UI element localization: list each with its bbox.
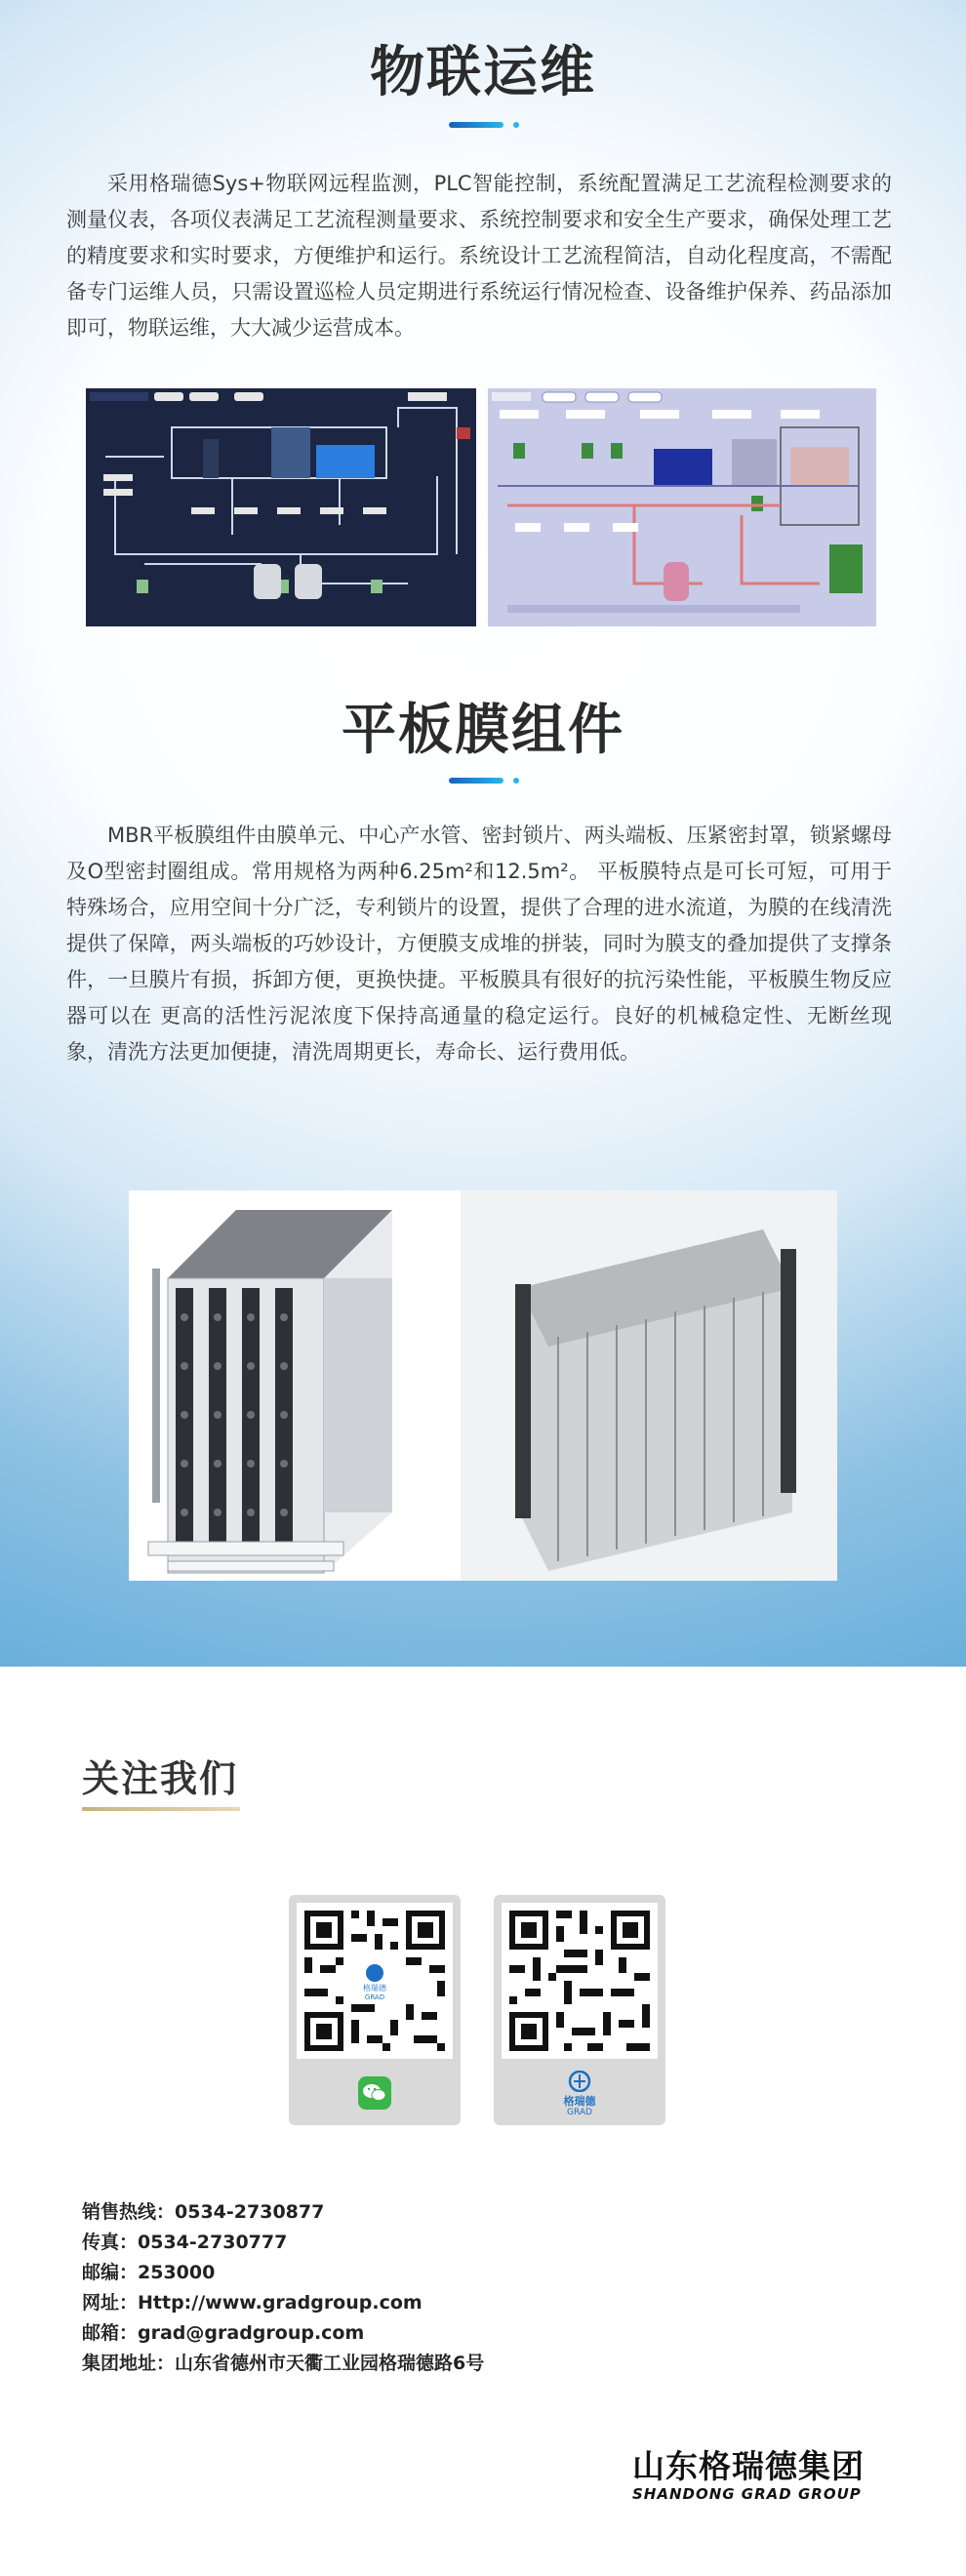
website-link[interactable]: Http://www.gradgroup.com <box>138 2292 423 2314</box>
contact-row-hotline <box>82 2197 765 2228</box>
membrane-rack-module <box>148 1210 392 1573</box>
brand-logo <box>632 2449 888 2504</box>
brand-name-cn: 山东格瑞德集团 <box>632 2447 865 2485</box>
contact-label: 邮箱： <box>82 2322 139 2344</box>
contact-row-website[interactable] <box>82 2288 765 2318</box>
flat-sheet-module <box>515 1229 796 1571</box>
contact-value: 山东省德州市天衢工业园格瑞德路6号 <box>175 2353 485 2374</box>
email-link[interactable]: grad@gradgroup.com <box>138 2322 365 2344</box>
contact-value: 253000 <box>138 2262 216 2283</box>
wechat-qr-card[interactable] <box>289 1895 461 2125</box>
contact-label: 集团地址： <box>82 2353 176 2374</box>
contact-row-address <box>82 2349 765 2379</box>
grad-qr-card[interactable] <box>494 1895 665 2125</box>
contact-row-postcode <box>82 2258 765 2288</box>
contact-row-fax <box>82 2228 765 2258</box>
title-decoration-1 <box>449 121 523 129</box>
contact-label: 传真： <box>82 2232 139 2253</box>
section-title-membrane: 平板膜组件 <box>342 699 624 762</box>
membrane-photos <box>129 1190 837 1581</box>
contact-label: 邮编： <box>82 2262 139 2283</box>
wechat-qr[interactable] <box>297 1903 453 2059</box>
grad-logo-cn: 格瑞德 <box>563 2095 596 2108</box>
contact-label: 网址： <box>82 2292 139 2314</box>
title-decoration-2 <box>449 777 523 785</box>
grad-logo-en: GRAD <box>567 2108 592 2117</box>
qr-center-logo-en: GRAD <box>364 1993 385 2001</box>
grad-logo-icon[interactable] <box>550 2071 609 2119</box>
contact-label: 销售热线： <box>82 2201 176 2223</box>
scada-screen-dark <box>86 388 476 626</box>
contact-row-email[interactable] <box>82 2318 765 2349</box>
follow-us-underline <box>82 1807 240 1811</box>
contact-value: 0534-2730877 <box>175 2201 325 2223</box>
follow-us-title: 关注我们 <box>82 1757 239 1800</box>
brand-name-en: SHANDONG GRAD GROUP <box>632 2485 862 2503</box>
qr-center-logo-cn: 格瑞德 <box>363 1984 386 1992</box>
wechat-icon[interactable] <box>358 2076 391 2110</box>
membrane-paragraph: MBR平板膜组件由膜单元、中心产水管、密封锁片、两头端板、压紧密封罩，锁紧螺母及O型密封圈组成。常用规格为两种6.25m²和12.5m²。 平板膜特点是可长可短，可用于特殊场合，应用空间十分广泛，专利锁片的设置，提供了合理的进水流道，为膜的在线清洗提供了保障，两头端板的巧妙设计，方便膜支成堆的拼装，同时为膜支的叠加提供了支撑条件，一旦膜片有损，拆卸方便，更换快捷。平板膜具有很好的抗污染性能，平板膜生物反应器可以在 更高的活性污泥浓度下保持高通量的稳定运行。良好的机械稳定性、无断丝现象，清洗方法更加便捷，清洗周期更长，寿命长、运行费用低。 <box>66 824 892 1064</box>
contact-value: 0534-2730777 <box>138 2232 288 2253</box>
grad-app-qr[interactable] <box>502 1903 658 2059</box>
contact-info <box>82 2197 765 2379</box>
section-title-iot: 物联运维 <box>370 41 596 104</box>
scada-screen-light <box>488 388 876 626</box>
iot-paragraph: 采用格瑞德Sys+物联网远程监测，PLC智能控制，系统配置满足工艺流程检测要求的测量仪表，各项仪表满足工艺流程测量要求、系统控制要求和安全生产要求，确保处理工艺的精度要求和实时要求，方便维护和运行。系统设计工艺流程简洁，自动化程度高，不需配备专门运维人员，只需设置巡检人员定期进行系统运行情况检查、设备维护保养、药品添加即可，物联运维，大大减少运营成本。 <box>66 172 892 340</box>
